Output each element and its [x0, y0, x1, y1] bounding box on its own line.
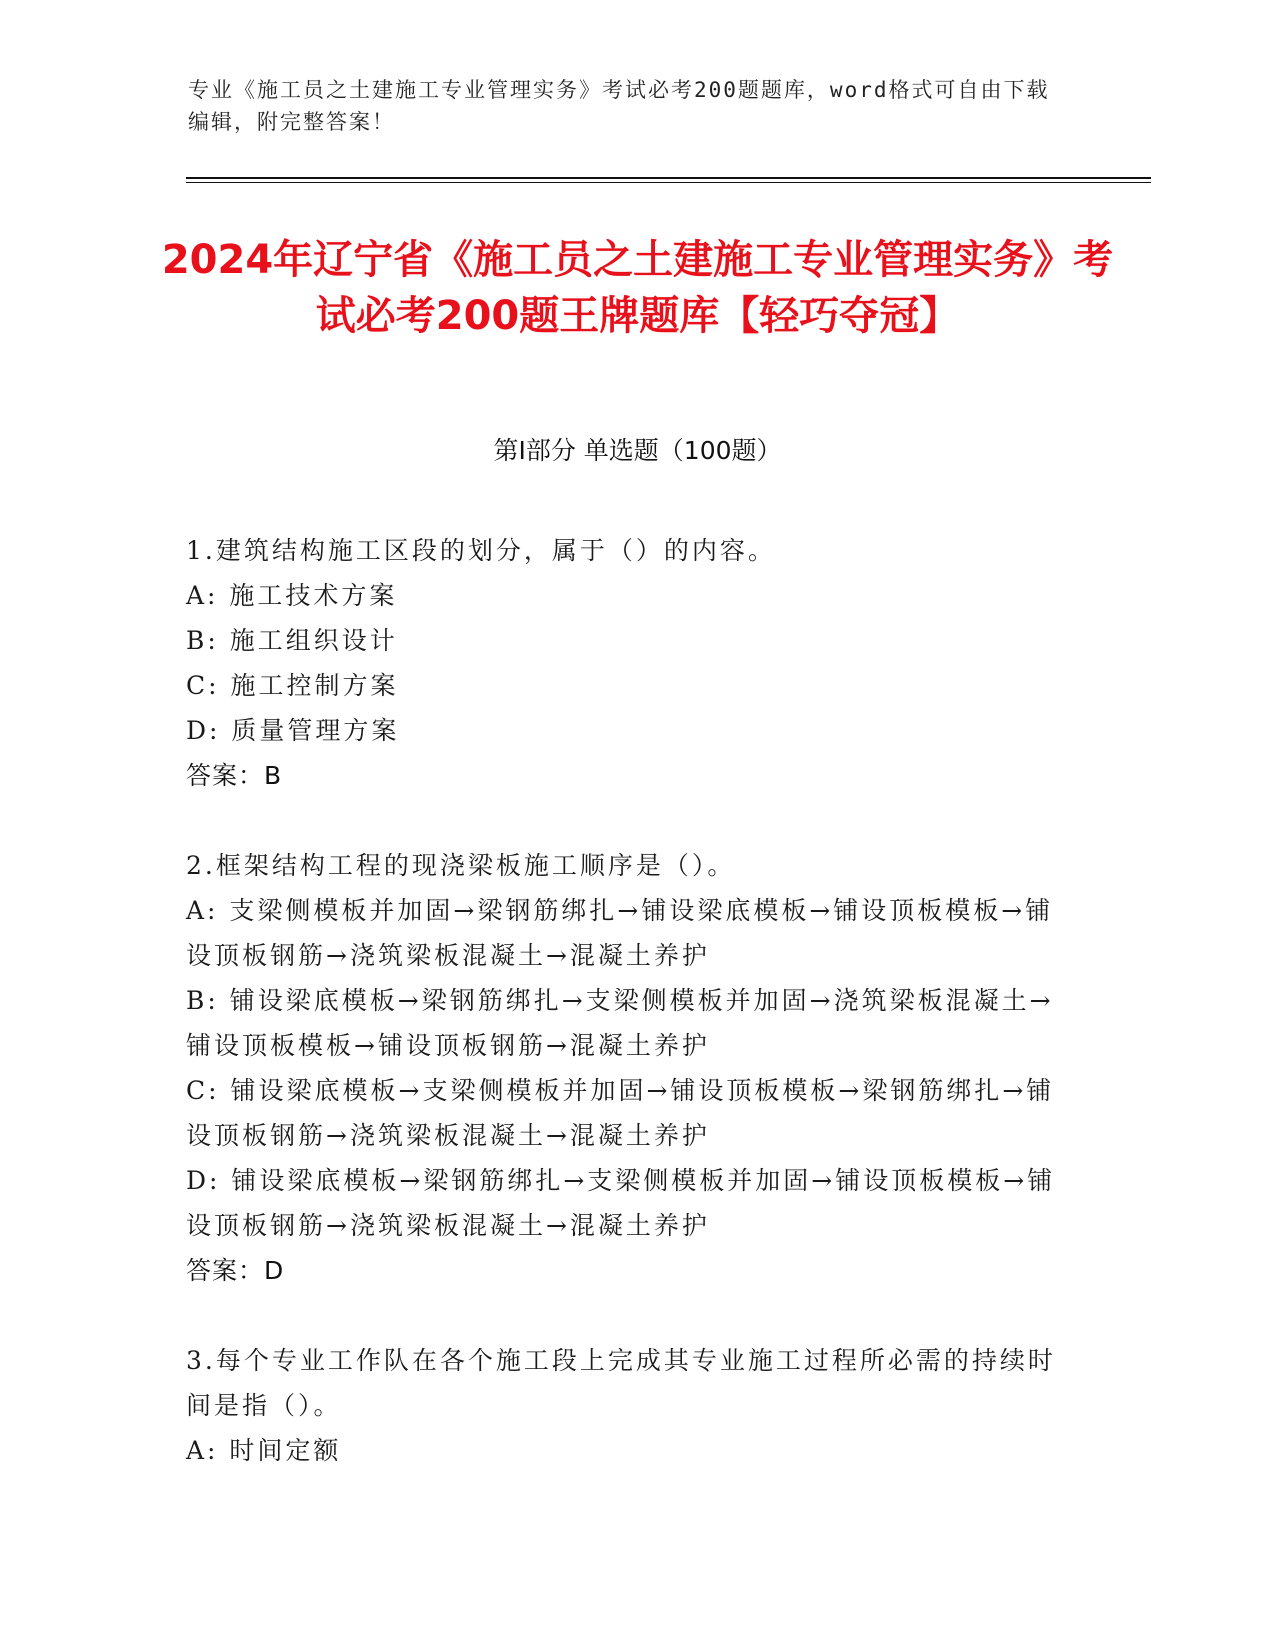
option-a: A: 时间定额 — [186, 1436, 342, 1465]
spacer — [186, 1293, 1076, 1338]
answer: 答案：D — [186, 1256, 285, 1285]
header-rule — [186, 177, 1151, 179]
question-stem: 2.框架结构工程的现浇梁板施工顺序是（）。 — [186, 851, 736, 880]
option-a: A: 支梁侧模板并加固→梁钢筋绑扎→铺设梁底模板→铺设顶板模板→铺设顶板钢筋→浇筑梁板混凝土→混凝土养护 — [186, 896, 1054, 970]
question-3 — [186, 1338, 1076, 1473]
option-d: D: 铺设梁底模板→梁钢筋绑扎→支梁侧模板并加固→铺设顶板模板→铺设顶板钢筋→浇筑梁板混凝土→混凝土养护 — [186, 1166, 1056, 1240]
option-a: A: 施工技术方案 — [186, 581, 398, 610]
question-stem: 1.建筑结构施工区段的划分，属于（）的内容。 — [186, 536, 776, 565]
document-title: 2024年辽宁省《施工员之土建施工专业管理实务》考试必考200题王牌题库【轻巧夺冠】 — [161, 237, 1114, 339]
option-b: B: 施工组织设计 — [186, 626, 398, 655]
header-note: 专业《施工员之土建施工专业管理实务》考试必考200题题库，word格式可自由下载编辑，附完整答案！ — [188, 78, 1050, 134]
section-heading: 第I部分 单选题（100题） — [493, 436, 782, 465]
option-c: C: 施工控制方案 — [186, 671, 399, 700]
option-c: C: 铺设梁底模板→支梁侧模板并加固→铺设顶板模板→梁钢筋绑扎→铺设顶板钢筋→浇筑梁板混凝土→混凝土养护 — [186, 1076, 1055, 1150]
option-b: B: 铺设梁底模板→梁钢筋绑扎→支梁侧模板并加固→浇筑梁板混凝土→铺设顶板模板→铺设顶板钢筋→混凝土养护 — [186, 986, 1054, 1060]
header-rule-thin — [186, 182, 1151, 183]
question-list — [186, 528, 1076, 1473]
question-1 — [186, 528, 1076, 798]
option-d: D: 质量管理方案 — [186, 716, 400, 745]
spacer — [186, 798, 1076, 843]
question-stem: 3.每个专业工作队在各个施工段上完成其专业施工过程所必需的持续时间是指（）。 — [186, 1346, 1056, 1420]
question-2 — [186, 843, 1076, 1293]
answer: 答案：B — [186, 761, 283, 790]
